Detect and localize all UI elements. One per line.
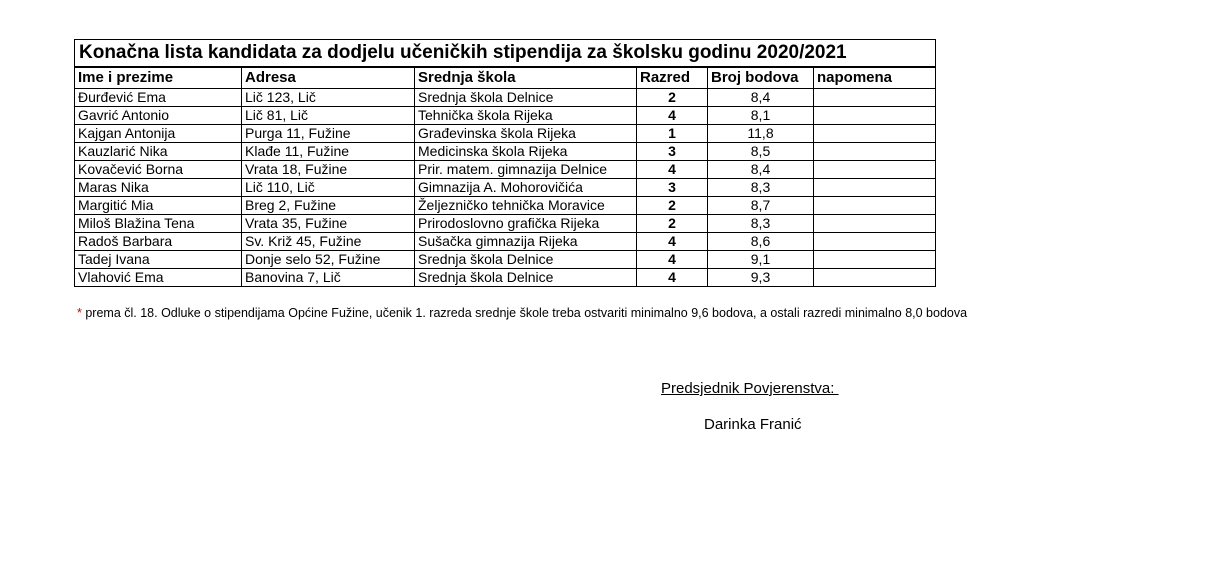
table-row — [75, 161, 936, 179]
cell-school: Srednja škola Delnice — [415, 269, 637, 287]
cell-points: 8,3 — [708, 179, 814, 197]
cell-note — [814, 215, 936, 233]
cell-address: Lič 81, Lič — [242, 107, 415, 125]
cell-school: Srednja škola Delnice — [415, 251, 637, 269]
cell-note — [814, 233, 936, 251]
cell-note — [814, 107, 936, 125]
cell-school: Srednja škola Delnice — [415, 89, 637, 107]
table-row — [75, 215, 936, 233]
cell-name: Tadej Ivana — [75, 251, 242, 269]
cell-points: 11,8 — [708, 125, 814, 143]
document-title: Konačna lista kandidata za dodjelu učeničkih stipendija za školsku godinu 2020/2021 — [75, 40, 936, 68]
cell-address: Banovina 7, Lič — [242, 269, 415, 287]
cell-name: Gavrić Antonio — [75, 107, 242, 125]
signature-name: Darinka Franić — [704, 416, 802, 433]
cell-school: Sušačka gimnazija Rijeka — [415, 233, 637, 251]
cell-school: Medicinska škola Rijeka — [415, 143, 637, 161]
cell-points: 9,1 — [708, 251, 814, 269]
column-header-name: Ime i prezime — [75, 67, 242, 89]
signature-title: Predsjednik Povjerenstva: — [661, 380, 839, 397]
column-header-school: Srednja škola — [415, 67, 637, 89]
cell-note — [814, 125, 936, 143]
cell-grade: 3 — [637, 179, 708, 197]
cell-school: Prirodoslovno grafička Rijeka — [415, 215, 637, 233]
cell-name: Kajgan Antonija — [75, 125, 242, 143]
cell-name: Vlahović Ema — [75, 269, 242, 287]
cell-grade: 1 — [637, 125, 708, 143]
cell-school: Prir. matem. gimnazija Delnice — [415, 161, 637, 179]
table-row — [75, 143, 936, 161]
table-row — [75, 233, 936, 251]
cell-note — [814, 143, 936, 161]
column-header-note: napomena — [814, 67, 936, 89]
cell-note — [814, 197, 936, 215]
cell-address: Sv. Križ 45, Fužine — [242, 233, 415, 251]
cell-school: Gimnazija A. Mohorovičića — [415, 179, 637, 197]
cell-address: Purga 11, Fužine — [242, 125, 415, 143]
cell-name: Margitić Mia — [75, 197, 242, 215]
cell-name: Kovačević Borna — [75, 161, 242, 179]
header-row — [75, 67, 936, 89]
cell-grade: 2 — [637, 89, 708, 107]
cell-address: Lič 123, Lič — [242, 89, 415, 107]
footnote-star: * — [77, 306, 82, 320]
cell-grade: 4 — [637, 161, 708, 179]
candidate-list-table — [74, 39, 936, 287]
title-row — [75, 40, 936, 68]
table-row — [75, 269, 936, 287]
column-header-points: Broj bodova — [708, 67, 814, 89]
cell-note — [814, 89, 936, 107]
cell-address: Vrata 18, Fužine — [242, 161, 415, 179]
cell-school: Tehnička škola Rijeka — [415, 107, 637, 125]
cell-name: Kauzlarić Nika — [75, 143, 242, 161]
cell-school: Željezničko tehnička Moravice — [415, 197, 637, 215]
footnote — [77, 306, 967, 320]
cell-points: 8,3 — [708, 215, 814, 233]
cell-points: 9,3 — [708, 269, 814, 287]
cell-note — [814, 269, 936, 287]
cell-points: 8,4 — [708, 89, 814, 107]
cell-name: Radoš Barbara — [75, 233, 242, 251]
cell-grade: 4 — [637, 107, 708, 125]
cell-points: 8,7 — [708, 197, 814, 215]
cell-school: Građevinska škola Rijeka — [415, 125, 637, 143]
cell-points: 8,1 — [708, 107, 814, 125]
cell-grade: 4 — [637, 251, 708, 269]
cell-points: 8,6 — [708, 233, 814, 251]
cell-address: Klađe 11, Fužine — [242, 143, 415, 161]
cell-grade: 4 — [637, 233, 708, 251]
cell-name: Miloš Blažina Tena — [75, 215, 242, 233]
table-row — [75, 197, 936, 215]
cell-grade: 4 — [637, 269, 708, 287]
cell-note — [814, 179, 936, 197]
cell-address: Vrata 35, Fužine — [242, 215, 415, 233]
table-row — [75, 107, 936, 125]
cell-points: 8,4 — [708, 161, 814, 179]
cell-name: Đurđević Ema — [75, 89, 242, 107]
table-row — [75, 89, 936, 107]
cell-address: Donje selo 52, Fužine — [242, 251, 415, 269]
footnote-text: prema čl. 18. Odluke o stipendijama Općine Fužine, učenik 1. razreda srednje škole treba ostvariti minimalno 9,6 bodova, a ostali razredi minimalno 8,0 bodova — [81, 306, 968, 320]
table-row — [75, 125, 936, 143]
column-header-address: Adresa — [242, 67, 415, 89]
cell-note — [814, 161, 936, 179]
column-header-grade: Razred — [637, 67, 708, 89]
cell-grade: 2 — [637, 215, 708, 233]
table-row — [75, 179, 936, 197]
table-row — [75, 251, 936, 269]
cell-note — [814, 251, 936, 269]
cell-points: 8,5 — [708, 143, 814, 161]
cell-address: Breg 2, Fužine — [242, 197, 415, 215]
cell-grade: 3 — [637, 143, 708, 161]
cell-address: Lič 110, Lič — [242, 179, 415, 197]
cell-name: Maras Nika — [75, 179, 242, 197]
cell-grade: 2 — [637, 197, 708, 215]
